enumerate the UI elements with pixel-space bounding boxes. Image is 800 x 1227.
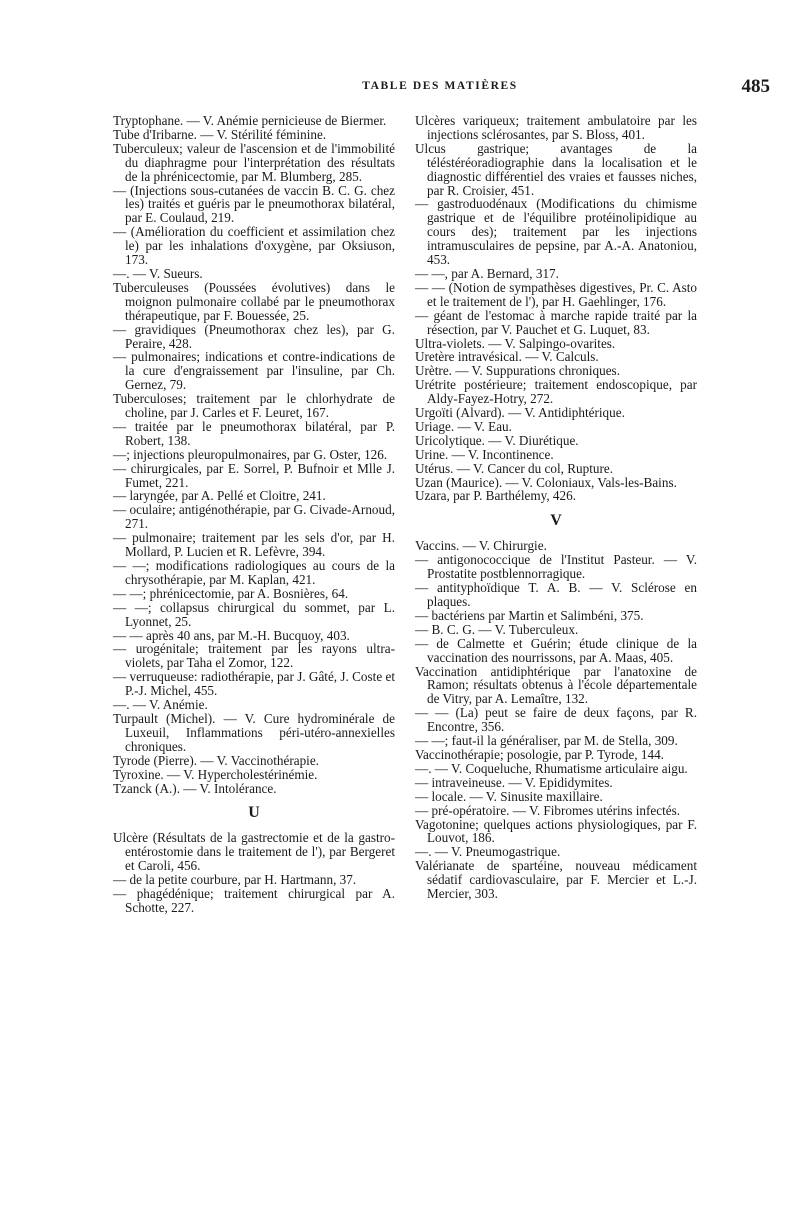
index-entry: Tzanck (A.). — V. Intolérance. — [113, 780, 277, 796]
index-entry: — laryngée, par A. Pellé et Cloitre, 241. — [113, 488, 326, 504]
index-entry: — (Injections sous-cutanées de vaccin B. C. G. chez les) traités et guéris par le pneumothorax bilatéral, par E. Coulaud, 219. — [113, 182, 395, 226]
index-entry: — —; modifications radiologiques au cours de la chrysothérapie, par M. Kaplan, 421. — [113, 558, 395, 587]
index-entry: — — après 40 ans, par M.-H. Bucquoy, 403. — [113, 627, 350, 643]
index-entry: Vaccination antidiphtérique par l'anatoxine de Ramon; résultats obtenus à l'école départementale de Vitry, par A. Lemaître, 132. — [415, 663, 697, 707]
index-entry: Valérianate de spartéine, nouveau médicament sédatif cardiovasculaire, par F. Mercier et L.-J. Mercier, 303. — [415, 858, 697, 902]
index-entry: — phagédénique; traitement chirurgical par A. Schotte, 227. — [113, 886, 395, 915]
index-entry: — B. C. G. — V. Tuberculeux. — [415, 621, 579, 637]
index-entry: Tuberculoses; traitement par le chlorhydrate de choline, par J. Carles et F. Leuret, 167. — [113, 391, 395, 421]
index-entry: — traitée par le pneumothorax bilatéral, par P. Robert, 138. — [113, 418, 395, 448]
index-entry: — locale. — V. Sinusite maxillaire. — [415, 788, 603, 804]
index-entry: Uretère intravésical. — V. Calculs. — [415, 349, 599, 365]
index-entry: Ulcères variqueux; traitement ambulatoire par les injections sclérosantes, par S. Bloss, 401. — [415, 113, 697, 142]
index-entry: Tyrode (Pierre). — V. Vaccinothérapie. — [113, 752, 319, 768]
index-entry: — pré-opératoire. — V. Fibromes utérins infectés. — [415, 802, 681, 818]
index-entry: Ultra-violets. — V. Salpingo-ovarites. — [415, 335, 616, 351]
index-entry: —. — V. Pneumogastrique. — [415, 844, 561, 860]
right-column — [415, 114, 697, 901]
index-entry: Tuberculeuses (Poussées évolutives) dans le moignon pulmonaire collabé par le pneumothorax thérapeutique, par F. Bouessée, 25. — [113, 279, 395, 323]
index-entry: Utérus. — V. Cancer du col, Rupture. — [415, 460, 614, 476]
index-entry: — verruqueuse: radiothérapie, par J. Gâté, J. Coste et P.-J. Michel, 455. — [113, 669, 395, 699]
index-entry: — —; faut-il la généraliser, par M. de Stella, 309. — [415, 733, 678, 749]
index-entry: Vaccinothérapie; posologie, par P. Tyrode, 144. — [415, 746, 664, 762]
index-entry: — —, par A. Bernard, 317. — [415, 265, 559, 281]
section-u-entries — [113, 831, 395, 914]
index-entry: Ulcus gastrique; avantages de la téléstéréoradiographie dans la localisation et le diagnostic différentiel des vraies et fausses niches, par R. Croisier, 451. — [415, 140, 697, 198]
left-column — [113, 114, 395, 915]
index-entry: Tube d'Iribarne. — V. Stérilité féminine. — [113, 126, 327, 142]
index-entry: — — (La) peut se faire de deux façons, par R. Encontre, 356. — [415, 705, 697, 735]
index-entry: — —; phrénicectomie, par A. Bosnières, 64. — [113, 585, 349, 601]
index-entry: — de Calmette et Guérin; étude clinique de la vaccination des nourrissons, par A. Maas, 405. — [415, 635, 697, 665]
index-entry: — antityphoïdique T. A. B. — V. Sclérose en plaques. — [415, 580, 697, 609]
section-v-entries — [415, 539, 697, 901]
index-entry: — —; collapsus chirurgical du sommet, par L. Lyonnet, 25. — [113, 599, 395, 629]
index-entry: Uriage. — V. Eau. — [415, 418, 512, 434]
index-entry: — pulmonaire; traitement par les sels d'or, par H. Mollard, P. Lucien et R. Lefèvre, 394. — [113, 530, 395, 560]
index-entry: Uzara, par P. Barthélemy, 426. — [415, 488, 577, 504]
index-entry: Vaccins. — V. Chirurgie. — [415, 538, 547, 554]
index-entry: Tryptophane. — V. Anémie pernicieuse de Biermer. — [113, 113, 387, 128]
index-entry: Turpault (Michel). — V. Cure hydrominérale de Luxeuil, Inflammations péri-utéro-annexielles chroniques. — [113, 710, 395, 754]
index-entry: — gravidiques (Pneumothorax chez les), par G. Peraire, 428. — [113, 321, 395, 351]
index-entry: — intraveineuse. — V. Epididymites. — [415, 774, 613, 790]
index-entry: — de la petite courbure, par H. Hartmann, 37. — [113, 872, 357, 888]
index-entry: Urgoïti (Alvard). — V. Antidiphtérique. — [415, 405, 625, 421]
index-entry: — urogénitale; traitement par les rayons ultra-violets, par Taha el Zomor, 122. — [113, 641, 395, 671]
index-entry: —; injections pleuropulmonaires, par G. Oster, 126. — [113, 446, 388, 462]
index-entry: Ulcère (Résultats de la gastrectomie et de la gastro-entérostomie dans le traitement de l'), par Bergeret et Caroli, 456. — [113, 830, 395, 874]
index-entry: Uricolytique. — V. Diurétique. — [415, 432, 579, 448]
index-entry: —. — V. Anémie. — [113, 697, 208, 713]
index-entry: Vagotonine; quelques actions physiologiques, par F. Louvot, 186. — [415, 816, 697, 846]
running-head-title: TABLE DES MATIÈRES — [362, 80, 518, 92]
right-column-entries — [415, 114, 697, 503]
left-column-entries — [113, 114, 395, 795]
index-entry: Uzan (Maurice). — V. Coloniaux, Vals-les-Bains. — [415, 474, 677, 490]
index-entry: — oculaire; antigénothérapie, par G. Civade-Arnoud, 271. — [113, 502, 395, 532]
index-entry: Tuberculeux; valeur de l'ascension et de l'immobilité du diaphragme pour l'interprétation des résultats de la phrénicectomie, par M. Blumberg, 285. — [113, 140, 395, 184]
index-entry: — (Amélioration du coefficient et assimilation chez le) par les inhalations d'oxygène, par Oksiuson, 173. — [113, 224, 395, 268]
index-entry: — géant de l'estomac à marche rapide traité par la résection, par V. Pauchet et G. Luquet, 83. — [415, 307, 697, 337]
index-entry: — pulmonaires; indications et contre-indications de la cure d'engraissement par l'insuline, par Ch. Gernez, 79. — [113, 349, 395, 393]
index-entry: — bactériens par Martin et Salimbéni, 375. — [415, 607, 644, 623]
index-entry: Urètre. — V. Suppurations chroniques. — [415, 363, 620, 379]
index-entry: Tyroxine. — V. Hypercholestérinémie. — [113, 766, 318, 782]
page-number: 485 — [741, 76, 770, 97]
running-head — [110, 76, 770, 100]
section-letter-u: U — [248, 804, 260, 822]
index-entry: Urine. — V. Incontinence. — [415, 446, 554, 462]
index-entry: — chirurgicales, par E. Sorrel, P. Bufnoir et Mlle J. Fumet, 221. — [113, 460, 395, 490]
index-entry: — antigonococcique de l'Institut Pasteur. — V. Prostatite postblennorragique. — [415, 552, 697, 582]
section-letter-v: V — [550, 512, 562, 530]
index-entry: — — (Notion de sympathèses digestives, Pr. C. Asto et le traitement de l'), par H. Gaehlinger, 176. — [415, 279, 697, 309]
index-entry: —. — V. Coqueluche, Rhumatisme articulaire aigu. — [415, 760, 688, 776]
index-entry: Urétrite postérieure; traitement endoscopique, par Aldy-Fayez-Hotry, 272. — [415, 377, 697, 407]
index-entry: —. — V. Sueurs. — [113, 265, 203, 281]
index-entry: — gastroduodénaux (Modifications du chimisme gastrique et de l'équilibre protéinolipidique au cours des); traitement par les injections intramusculaires de pepsine, par A.-A. Anatoniou, 453. — [415, 196, 697, 268]
